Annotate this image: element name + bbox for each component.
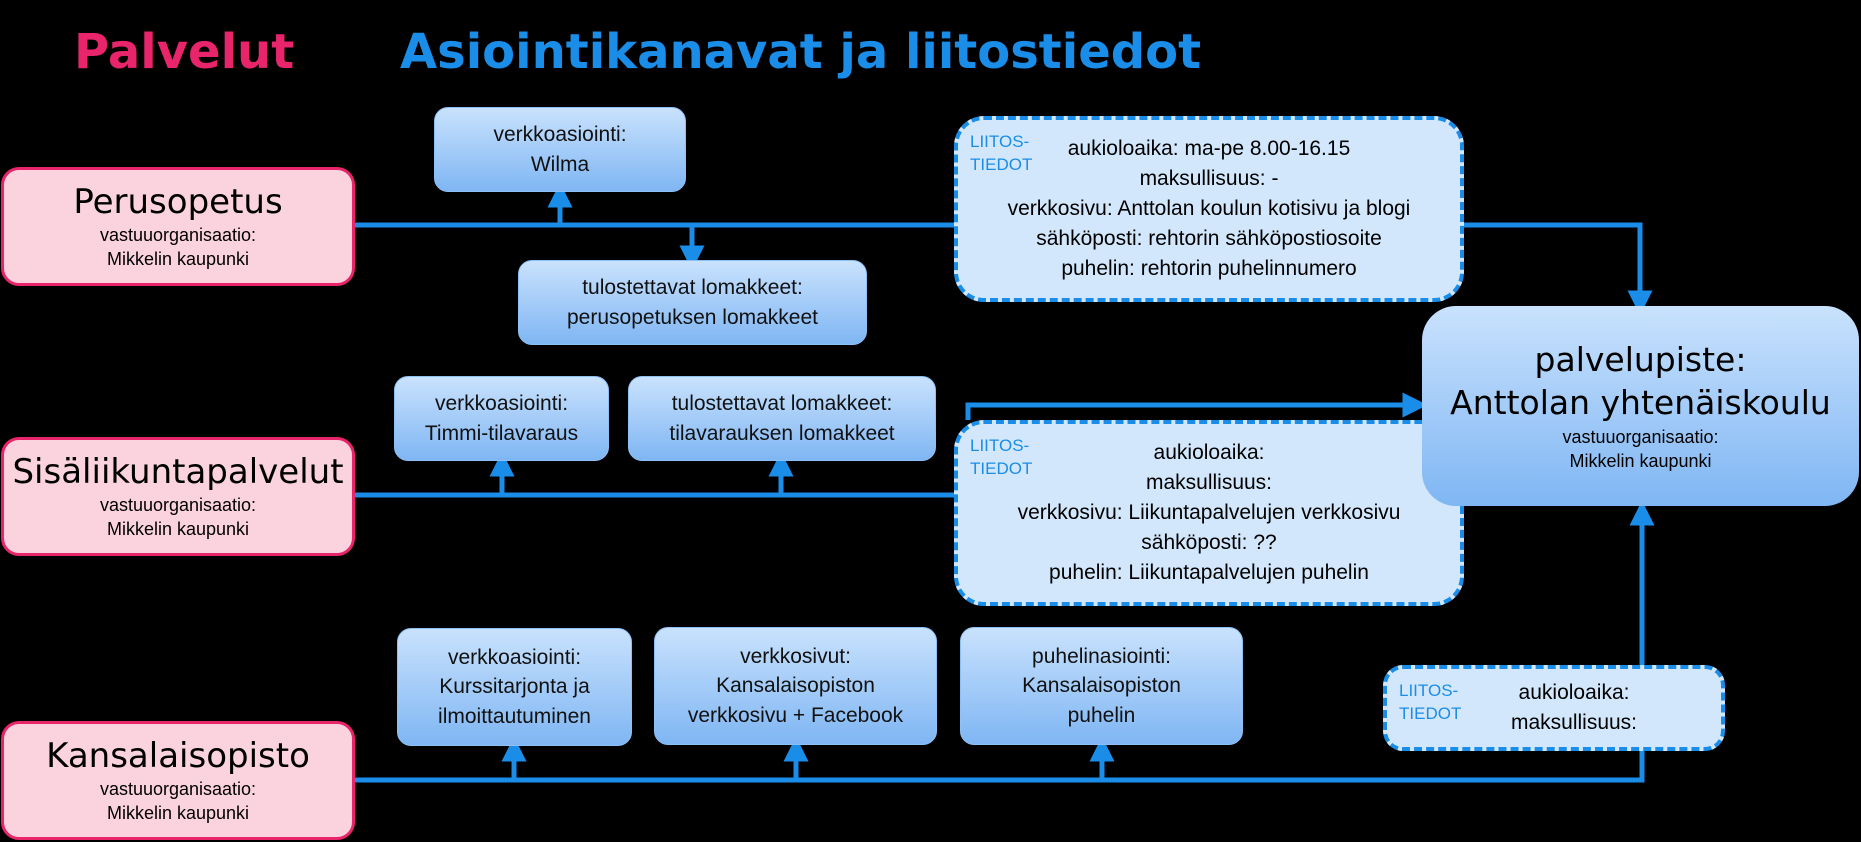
channel-verkkosivut xyxy=(654,627,937,745)
liitos-line: aukioloaika: xyxy=(1518,680,1630,704)
palvelupiste-org-label: vastuuorganisaatio: xyxy=(1562,426,1719,447)
liitos-line: aukioloaika: ma-pe 8.00-16.15 xyxy=(1067,136,1351,160)
liitos-tag: LIITOS- TIEDOT xyxy=(970,132,1033,175)
liitos-line: puhelin: rehtorin puhelinnumero xyxy=(1061,257,1357,281)
service-name: Sisäliikuntapalvelut xyxy=(12,451,344,492)
arrow-sisaliikunta-to-palvelupiste xyxy=(968,405,1415,420)
liitos-line: aukioloaika: xyxy=(1153,440,1265,464)
liitos-line: verkkosivu: Anttolan koulun kotisivu ja blogi xyxy=(1007,196,1411,220)
liitos-line: puhelin: Liikuntapalvelujen puhelin xyxy=(1049,561,1369,585)
channel-name: Wilma xyxy=(530,152,590,176)
channel-name: tilavarauksen lomakkeet xyxy=(669,421,895,445)
channel-name: Timmi-tilavaraus xyxy=(424,421,579,445)
channel-type: tulostettavat lomakkeet: xyxy=(671,392,893,416)
palvelupiste-title: Anttolan yhtenäiskoulu xyxy=(1450,382,1831,422)
channel-type: verkkoasiointi: xyxy=(493,123,627,147)
liitos-line: maksullisuus: xyxy=(1145,470,1273,494)
palvelupiste-box xyxy=(1422,306,1859,506)
service-name: Kansalaisopisto xyxy=(46,735,310,776)
channel-tilavaraus-forms xyxy=(628,376,936,461)
channel-name: Kansalaisopiston xyxy=(1022,674,1181,698)
liitos-line: sähköposti: ?? xyxy=(1141,531,1277,554)
channel-name: perusopetuksen lomakkeet xyxy=(567,305,818,329)
channel-name: ilmoittautuminen xyxy=(438,704,591,728)
service-kansalaisopisto xyxy=(1,721,355,840)
heading-services: Palvelut xyxy=(74,24,295,80)
service-sisaliikuntapalvelut xyxy=(1,437,355,556)
service-org-label: vastuuorganisaatio: xyxy=(99,224,257,245)
channel-puhelin xyxy=(960,627,1243,745)
heading-channels: Asiointikanavat ja liitostiedot xyxy=(400,24,1202,80)
liitos-tag: LIITOS- TIEDOT xyxy=(970,436,1033,479)
channel-type: verkkoasiointi: xyxy=(434,392,569,416)
service-org: Mikkelin kaupunki xyxy=(106,248,250,269)
channel-perusopetus-forms xyxy=(518,260,867,345)
liitos-line: maksullisuus: xyxy=(1510,711,1638,734)
kansalaisopisto-main-line xyxy=(354,750,1642,780)
channel-type: puhelinasiointi: xyxy=(1032,644,1171,668)
liitos-tag: LIITOS- TIEDOT xyxy=(1399,681,1462,724)
channel-timmi xyxy=(394,376,609,461)
liitostiedot-perusopetus xyxy=(954,116,1464,302)
palvelupiste-label: palvelupiste: xyxy=(1534,339,1747,379)
liitos-line: maksullisuus: - xyxy=(1139,166,1279,190)
liitostiedot-sisaliikunta xyxy=(954,420,1464,606)
service-perusopetus xyxy=(1,167,355,286)
channel-name: puhelin xyxy=(1067,703,1136,727)
channel-name: verkkosivu + Facebook xyxy=(687,703,904,727)
liitos-line: sähköposti: rehtorin sähköpostiosoite xyxy=(1036,227,1382,250)
service-org: Mikkelin kaupunki xyxy=(106,802,250,823)
channel-type: tulostettavat lomakkeet: xyxy=(582,276,803,300)
liitostiedot-kansalaisopisto xyxy=(1383,665,1725,751)
service-org-label: vastuuorganisaatio: xyxy=(99,494,257,515)
channel-name: Kurssitarjonta ja xyxy=(439,675,590,699)
service-org: Mikkelin kaupunki xyxy=(106,518,250,539)
service-name: Perusopetus xyxy=(73,181,283,222)
arrow-perusopetus-to-palvelupiste xyxy=(1462,225,1640,303)
palvelupiste-org: Mikkelin kaupunki xyxy=(1569,450,1712,471)
service-org-label: vastuuorganisaatio: xyxy=(99,778,257,799)
channel-kurssitarjonta xyxy=(397,628,632,746)
channel-type: verkkosivut: xyxy=(740,644,851,668)
channel-wilma xyxy=(434,107,686,192)
liitos-line: verkkosivu: Liikuntapalvelujen verkkosivu xyxy=(1017,500,1401,524)
channel-type: verkkoasiointi: xyxy=(447,645,582,669)
channel-name: Kansalaisopiston xyxy=(716,674,875,698)
